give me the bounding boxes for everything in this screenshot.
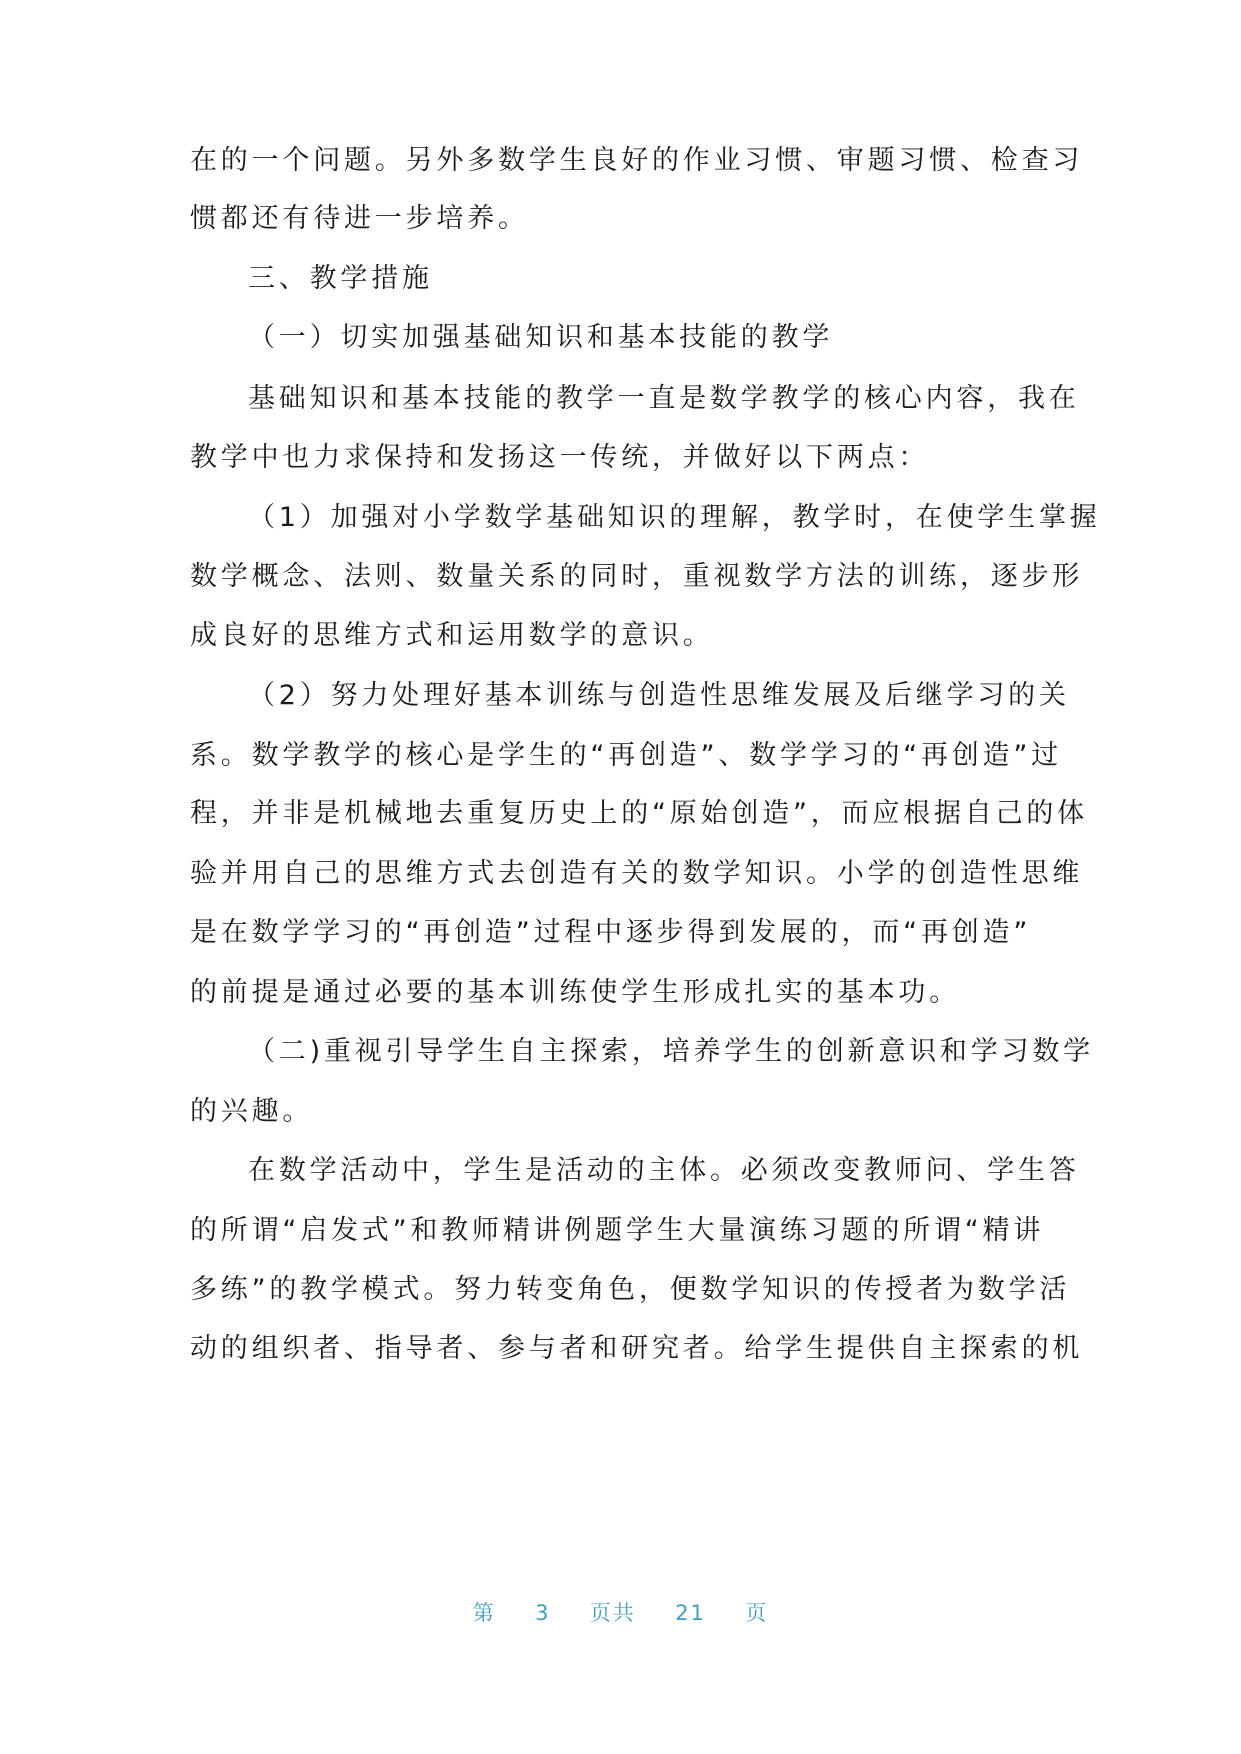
footer-middle: 页共 — [589, 1601, 636, 1625]
text-line: 的兴趣。 — [190, 1096, 314, 1127]
current-page-number: 3 — [535, 1601, 551, 1625]
text-line: （1）加强对小学数学基础知识的理解，教学时，在使学生掌握 — [248, 502, 1101, 533]
subsection-heading: （二)重视引导学生自主探索，培养学生的创新意识和学习数学 — [248, 1036, 1094, 1067]
page-footer — [0, 1597, 1241, 1627]
section-heading: 三、教学措施 — [248, 263, 433, 294]
text-line: 惯都还有待进一步培养。 — [190, 203, 529, 234]
text-line: 的所谓“启发式”和教师精讲例题学生大量演练习题的所谓“精讲 — [190, 1215, 1045, 1246]
total-pages-number: 21 — [675, 1601, 706, 1625]
text-line: 数学概念、法则、数量关系的同时，重视数学方法的训练，逐步形 — [190, 561, 1084, 592]
subsection-heading: （一）切实加强基础知识和基本技能的教学 — [248, 322, 834, 353]
text-line: 在的一个问题。另外多数学生良好的作业习惯、审题习惯、检查习 — [190, 145, 1084, 176]
text-line: （2）努力处理好基本训练与创造性思维发展及后继学习的关 — [248, 680, 1070, 711]
text-line: 成良好的思维方式和运用数学的意识。 — [190, 620, 714, 651]
text-line: 系。数学教学的核心是学生的“再创造”、数学学习的“再创造”过 — [190, 740, 1062, 771]
text-line: 教学中也力求保持和发扬这一传统，并做好以下两点： — [190, 442, 930, 473]
text-line: 多练”的教学模式。努力转变角色，便数学知识的传授者为数学活 — [190, 1274, 1071, 1305]
text-line: 程，并非是机械地去重复历史上的“原始创造”，而应根据自己的体 — [190, 798, 1088, 829]
text-line: 动的组织者、指导者、参与者和研究者。给学生提供自主探索的机 — [190, 1333, 1084, 1364]
footer-prefix: 第 — [472, 1601, 496, 1625]
text-line: 基础知识和基本技能的教学一直是数学教学的核心内容，我在 — [248, 383, 1080, 414]
text-line: 是在数学学习的“再创造”过程中逐步得到发展的，而“再创造” — [190, 917, 1032, 948]
footer-suffix: 页 — [745, 1601, 769, 1625]
text-line: 验并用自己的思维方式去创造有关的数学知识。小学的创造性思维 — [190, 858, 1084, 889]
text-line: 在数学活动中，学生是活动的主体。必须改变教师问、学生答 — [248, 1155, 1080, 1186]
text-line: 的前提是通过必要的基本训练使学生形成扎实的基本功。 — [190, 977, 960, 1008]
